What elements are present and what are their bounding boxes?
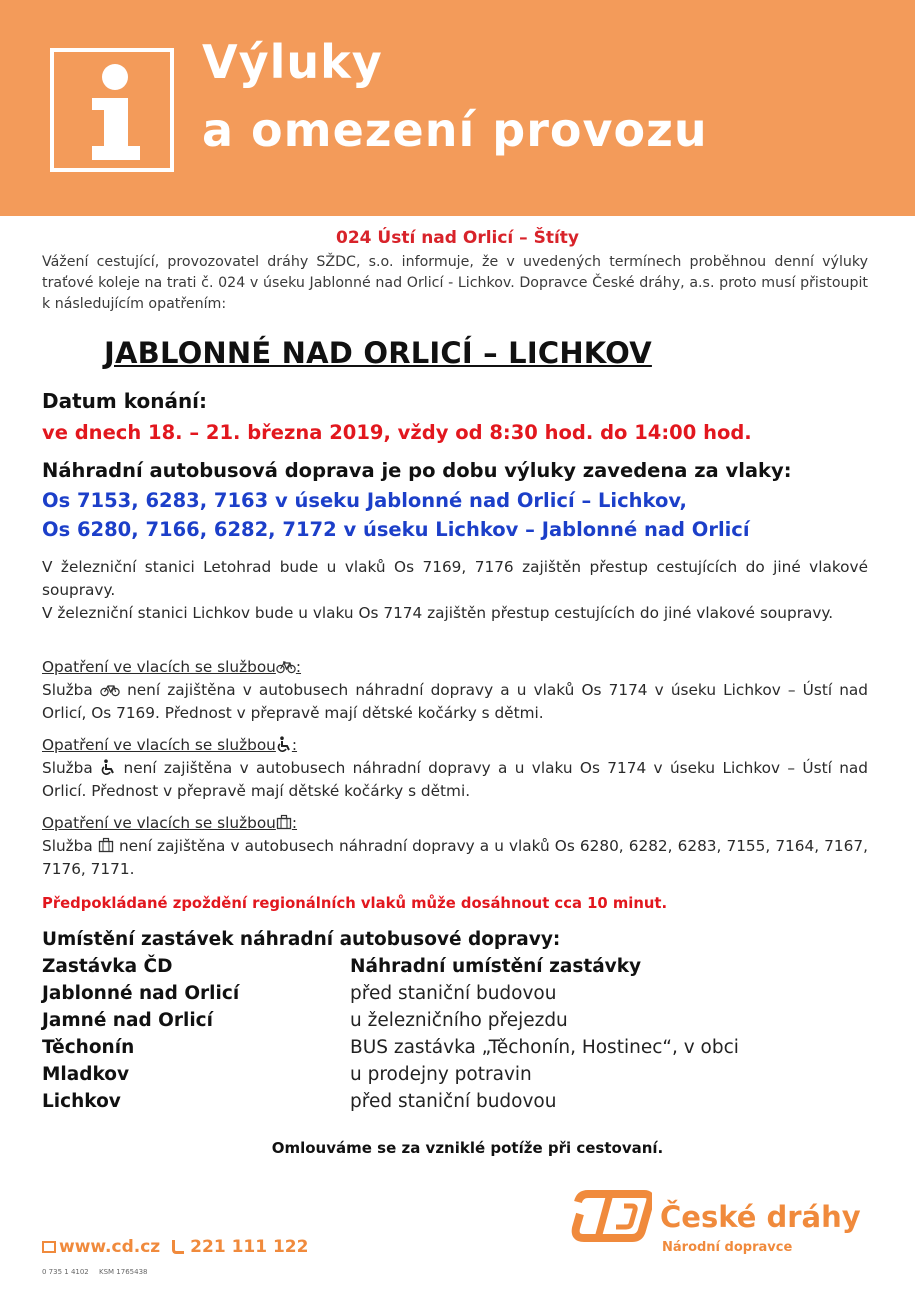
stop-name: Těchonín [42,1037,135,1058]
luggage-icon [276,814,292,830]
date-text: ve dnech 18. – 21. března 2019, vždy od 8:30 hod. do 14:00 hod. [42,421,752,444]
intro-text: Vážení cestující, provozovatel dráhy SŽDC, s.o. informuje, že v uvedených termínech proběhnou denní výluky traťové koleje na trati č. 024 v úseku Jablonné nad Orlicí - Lichkov. Dopravce České dráhy, a.s. proto musí přistoupit k následujícím opatřením: [42,254,868,312]
measure-text-before: Služba [42,837,93,855]
wheelchair-icon [276,736,292,752]
phone-number: 221 111 122 [190,1237,309,1257]
print-code-2: KSM 1765438 [99,1268,148,1276]
train-line-1: Os 7153, 6283, 7163 v úseku Jablonné nad Orlicí – Lichkov, [42,489,687,512]
stop-name: Lichkov [42,1091,121,1112]
measure-text: není zajištěna v autobusech náhradní dopravy a u vlaků Os 6280, 6282, 6283, 7155, 7164, 7167, 7176, 7171. [42,837,868,878]
apology-text: Omlouváme se za vzniklé potíže při cestovaní. [271,1139,664,1157]
contact-info [42,1237,308,1257]
table-row [42,983,862,1010]
measure-title: Opatření ve vlacích se službou [42,658,276,676]
section-title: JABLONNÉ NAD ORLICÍ – LICHKOV [104,336,652,370]
stop-location: BUS zastávka „Těchonín, Hostinec“, v obci [350,1037,739,1058]
measure-bicycle: Opatření ve vlacích se službou : Služba není zajištěna v autobusech náhradní dopravy a u vlaků Os 7174 v úseku Lichkov – Ústí nad Orlicí, Os 7169. Přednost v přepravě mají dětské kočárky s dětmi. [42,658,868,722]
measure-luggage: Opatření ve vlacích se službou : Služba není zajištěna v autobusech náhradní dopravy a u vlaků Os 6280, 6282, 6283, 7155, 7164, 7167, 7176, 7171. [42,814,868,878]
brand-subtitle: Národní dopravce [662,1240,793,1255]
stops-header-row [42,956,862,983]
transfer-paragraph-2: V železniční stanici Lichkov bude u vlaku Os 7174 zajištěn přestup cestujících do jiné vlakové soupravy. [42,604,834,622]
stop-name: Jamné nad Orlicí [42,1010,213,1031]
website-link[interactable]: www.cd.cz [59,1237,161,1257]
measure-title: Opatření ve vlacích se službou [42,814,276,832]
train-list [42,486,750,544]
measure-wheelchair: Opatření ve vlacích se službou : Služba není zajištěna v autobusech náhradní dopravy a u vlaku Os 7174 v úseku Lichkov – Ústí nad Orlicí. Přednost v přepravě mají dětské kočárky s dětmi. [42,736,868,800]
title-line-2: a omezení provozu [202,103,708,157]
stop-name: Mladkov [42,1064,130,1085]
transfer-paragraph-1: V železniční stanici Letohrad bude u vlaků Os 7169, 7176 zajištěn přestup cestujících do jiné vlakové soupravy. [42,558,868,599]
print-code-1: 0 735 1 4102 [42,1268,89,1276]
brand-name: České dráhy [660,1200,861,1234]
cd-logo-icon [566,1188,652,1244]
table-row [42,1091,862,1118]
table-row [42,1010,862,1037]
info-icon [50,48,174,172]
luggage-icon [98,837,114,853]
stops-table [42,956,862,1118]
delay-notice: Předpokládané zpoždění regionálních vlaků může dosáhnout cca 10 minut. [42,895,668,912]
measure-title: Opatření ve vlacích se službou [42,736,276,754]
bus-heading: Náhradní autobusová doprava je po dobu výluky zavedena za vlaky: [42,459,792,482]
page-title [202,28,708,164]
stop-location: u železničního přejezdu [350,1010,568,1031]
date-label: Datum konání: [42,389,208,413]
table-row [42,1064,862,1091]
transfer-info [42,556,868,625]
bicycle-icon [276,660,296,674]
measure-text: není zajištěna v autobusech náhradní dopravy a u vlaku Os 7174 v úseku Lichkov – Ústí nad Orlicí. Přednost v přepravě mají dětské kočárky s dětmi. [42,759,868,800]
stop-location: před staniční budovou [350,983,557,1004]
measure-text-before: Služba [42,681,93,699]
wheelchair-icon [100,759,116,775]
measure-text: není zajištěna v autobusech náhradní dopravy a u vlaků Os 7174 v úseku Lichkov – Ústí nad Orlicí, Os 7169. Přednost v přepravě mají dětské kočárky s dětmi. [42,681,868,722]
stops-heading: Umístění zastávek náhradní autobusové dopravy: [42,929,561,950]
column-header-location: Náhradní umístění zastávky [350,956,642,977]
title-line-1: Výluky [202,35,383,89]
print-codes [42,1268,155,1276]
phone-icon [172,1240,184,1254]
route-title: 024 Ústí nad Orlicí – Štíty [336,228,579,248]
stop-location: před staniční budovou [350,1091,557,1112]
monitor-icon [42,1241,56,1253]
header-banner [0,0,915,216]
table-row [42,1037,862,1064]
train-line-2: Os 6280, 7166, 6282, 7172 v úseku Lichkov – Jablonné nad Orlicí [42,518,750,541]
stop-location: u prodejny potravin [350,1064,532,1085]
bicycle-icon [100,683,120,697]
column-header-stop: Zastávka ČD [42,956,173,977]
measure-text-before: Služba [42,759,93,777]
stop-name: Jablonné nad Orlicí [42,983,240,1004]
